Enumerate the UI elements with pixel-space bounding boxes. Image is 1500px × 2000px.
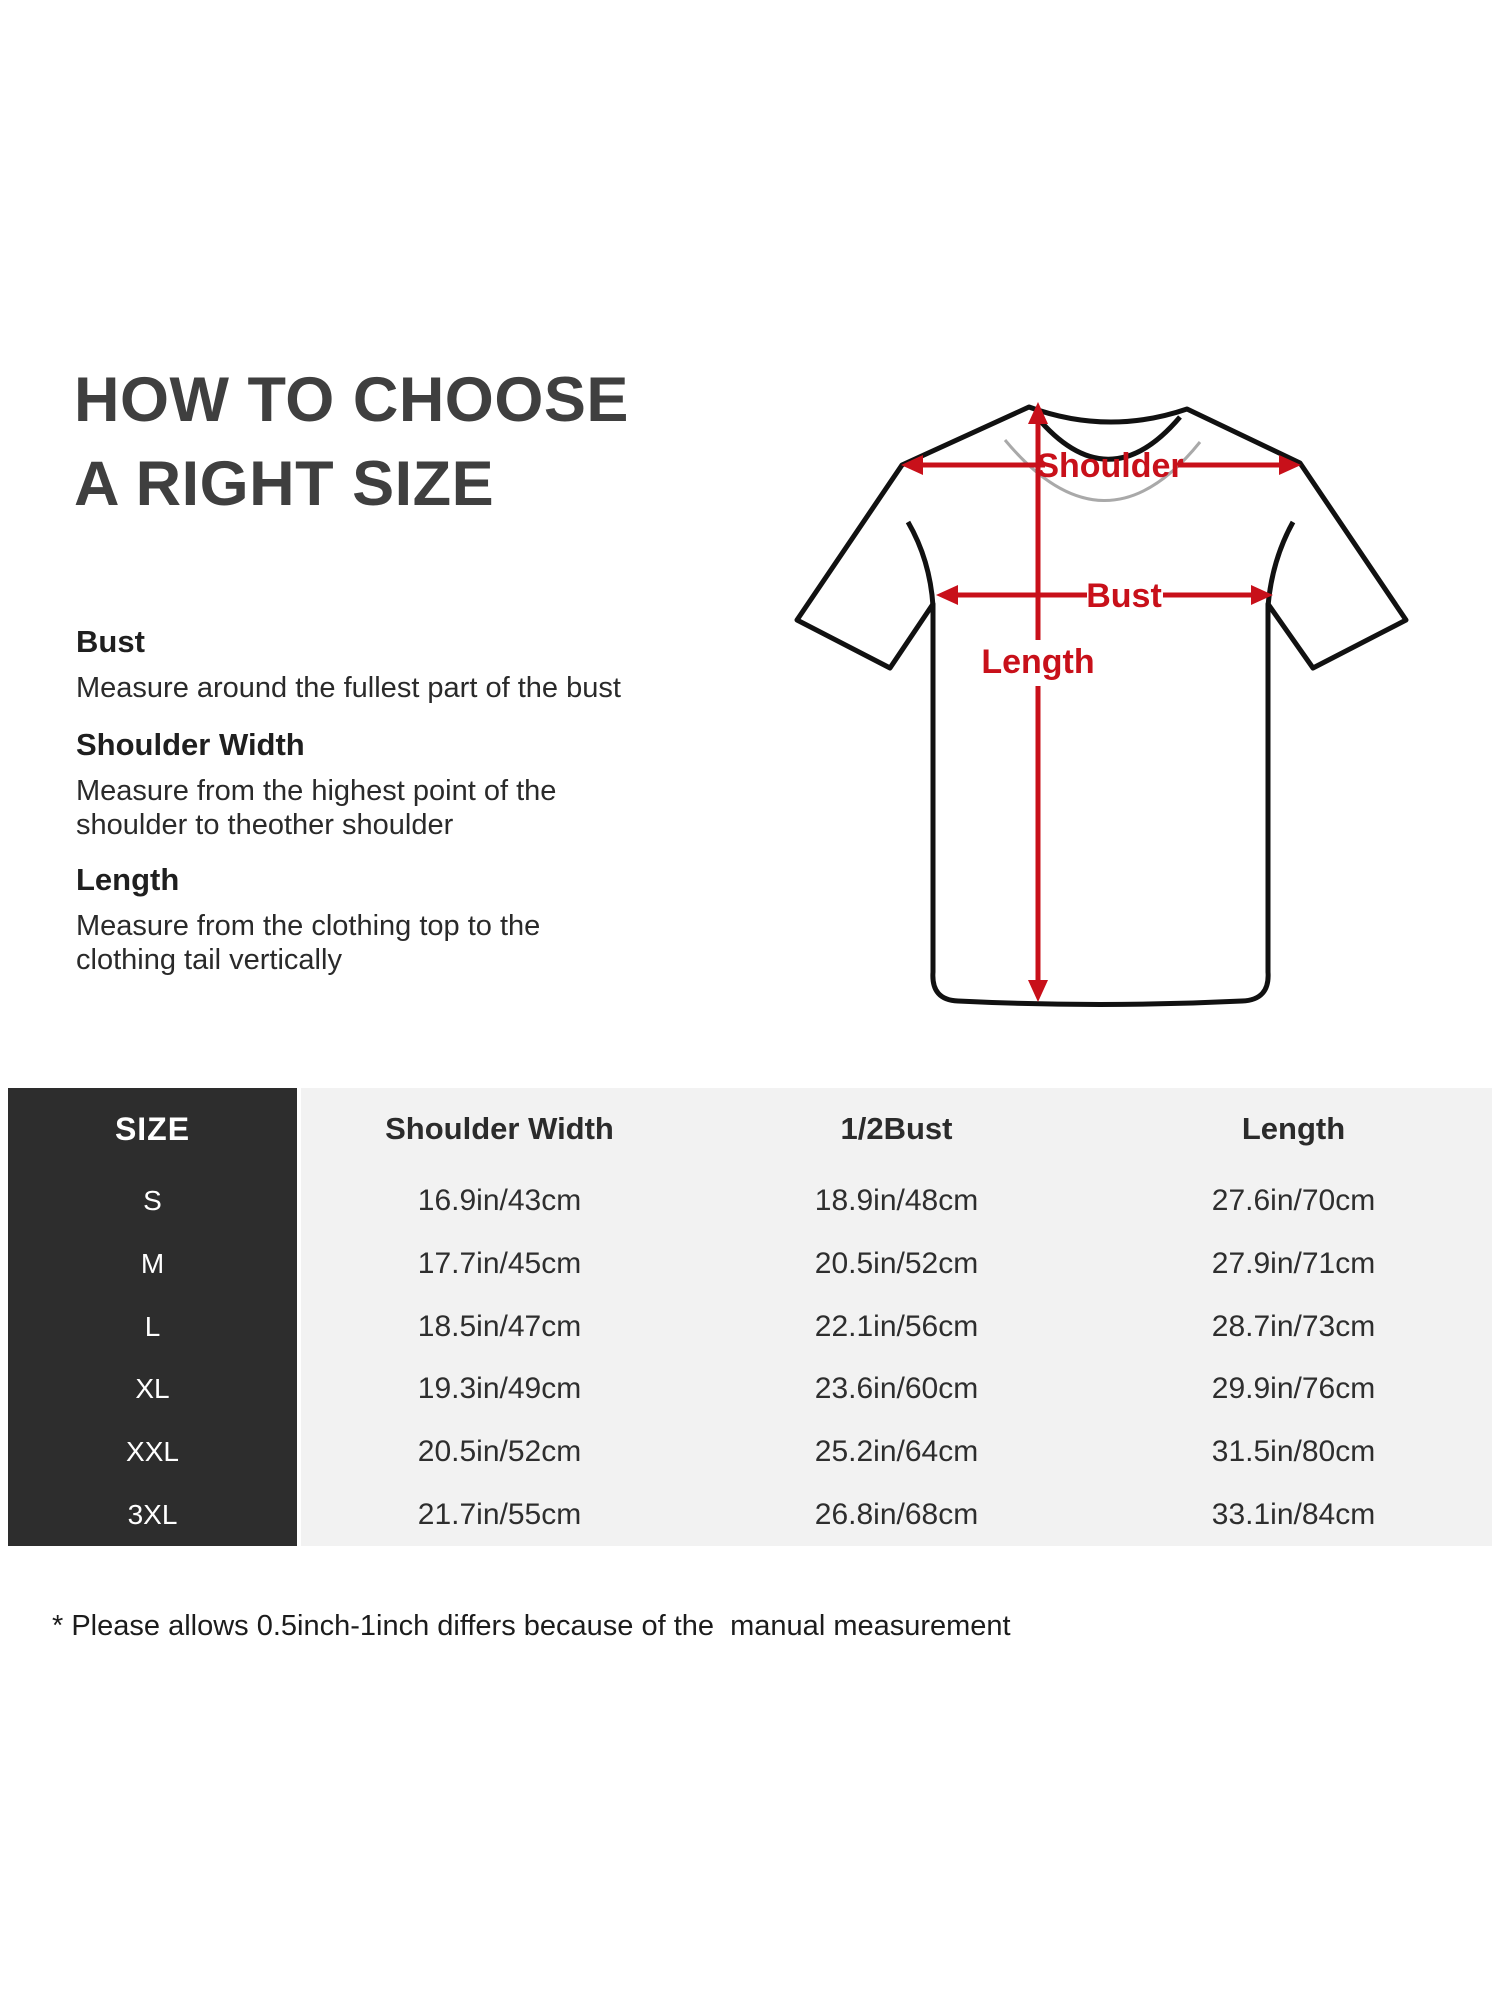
size-label-l: L <box>144 1310 161 1342</box>
length-arrow-label: Length <box>981 643 1095 681</box>
table-cell: 20.5in/52cm <box>814 1247 979 1280</box>
size-column <box>8 1088 301 1546</box>
guide-heading-length: Length <box>76 862 180 897</box>
guide-desc-line: shoulder to theother shoulder <box>76 809 454 841</box>
length-column-header: Length <box>1241 1111 1346 1146</box>
table-cell: 17.7in/45cm <box>417 1247 582 1280</box>
table-cell: 20.5in/52cm <box>417 1435 582 1469</box>
guide-desc-line: clothing tail vertically <box>76 944 342 976</box>
table-cell: 18.9in/48cm <box>814 1184 979 1218</box>
shoulder-width-column-header: Shoulder Width <box>385 1111 614 1146</box>
guide-desc-line: Measure from the highest point of the <box>76 775 557 807</box>
size-label-xxl: XXL <box>126 1436 179 1468</box>
guide-desc-line: Measure from the clothing top to the <box>76 910 541 942</box>
shoulder-arrow-label: Shoulder <box>1036 447 1184 485</box>
half-bust-cells <box>698 1170 1095 1546</box>
measurement-footnote: * Please allows 0.5inch-1inch differs because of the manual measurement <box>52 1610 1011 1642</box>
table-cell: 18.5in/47cm <box>417 1309 582 1343</box>
half-bust-column <box>698 1088 1095 1546</box>
table-cell: 28.7in/73cm <box>1211 1309 1376 1343</box>
size-label-m: M <box>140 1248 165 1279</box>
half-bust-column-header: 1/2Bust <box>840 1111 953 1146</box>
table-cell: 27.6in/70cm <box>1211 1184 1376 1218</box>
table-cell: 23.6in/60cm <box>814 1372 979 1406</box>
shoulder-width-column <box>301 1088 698 1546</box>
length-cells <box>1095 1170 1492 1546</box>
page-title-line2: A RIGHT SIZE <box>74 449 495 519</box>
size-table-data <box>301 1088 1492 1546</box>
shoulder-width-cells <box>301 1170 698 1546</box>
table-cell: 19.3in/49cm <box>417 1372 582 1406</box>
size-label-3xl: 3XL <box>127 1498 178 1530</box>
tshirt-outline <box>797 407 1406 1005</box>
table-cell: 16.9in/43cm <box>417 1184 582 1218</box>
table-cell: 26.8in/68cm <box>814 1497 979 1531</box>
table-cell: 22.1in/56cm <box>814 1309 979 1343</box>
guide-heading-bust: Bust <box>76 624 145 659</box>
guide-desc-line: Measure around the fullest part of the bust <box>76 672 621 704</box>
size-label-s: S <box>143 1185 162 1217</box>
size-column-header: SIZE <box>114 1110 191 1147</box>
table-cell: 25.2in/64cm <box>814 1435 979 1469</box>
size-column-cells <box>8 1170 297 1546</box>
table-cell: 21.7in/55cm <box>417 1497 582 1531</box>
table-cell: 29.9in/76cm <box>1211 1372 1376 1406</box>
size-table <box>8 1088 1492 1546</box>
guide-heading-shoulder-width: Shoulder Width <box>76 727 305 762</box>
page-title-line1: HOW TO CHOOSE <box>74 365 629 435</box>
bust-arrow-label: Bust <box>1086 577 1162 615</box>
table-cell: 27.9in/71cm <box>1211 1247 1376 1280</box>
length-column <box>1095 1088 1492 1546</box>
table-cell: 33.1in/84cm <box>1211 1497 1376 1531</box>
size-label-xl: XL <box>135 1373 170 1405</box>
table-cell: 31.5in/80cm <box>1211 1435 1376 1469</box>
